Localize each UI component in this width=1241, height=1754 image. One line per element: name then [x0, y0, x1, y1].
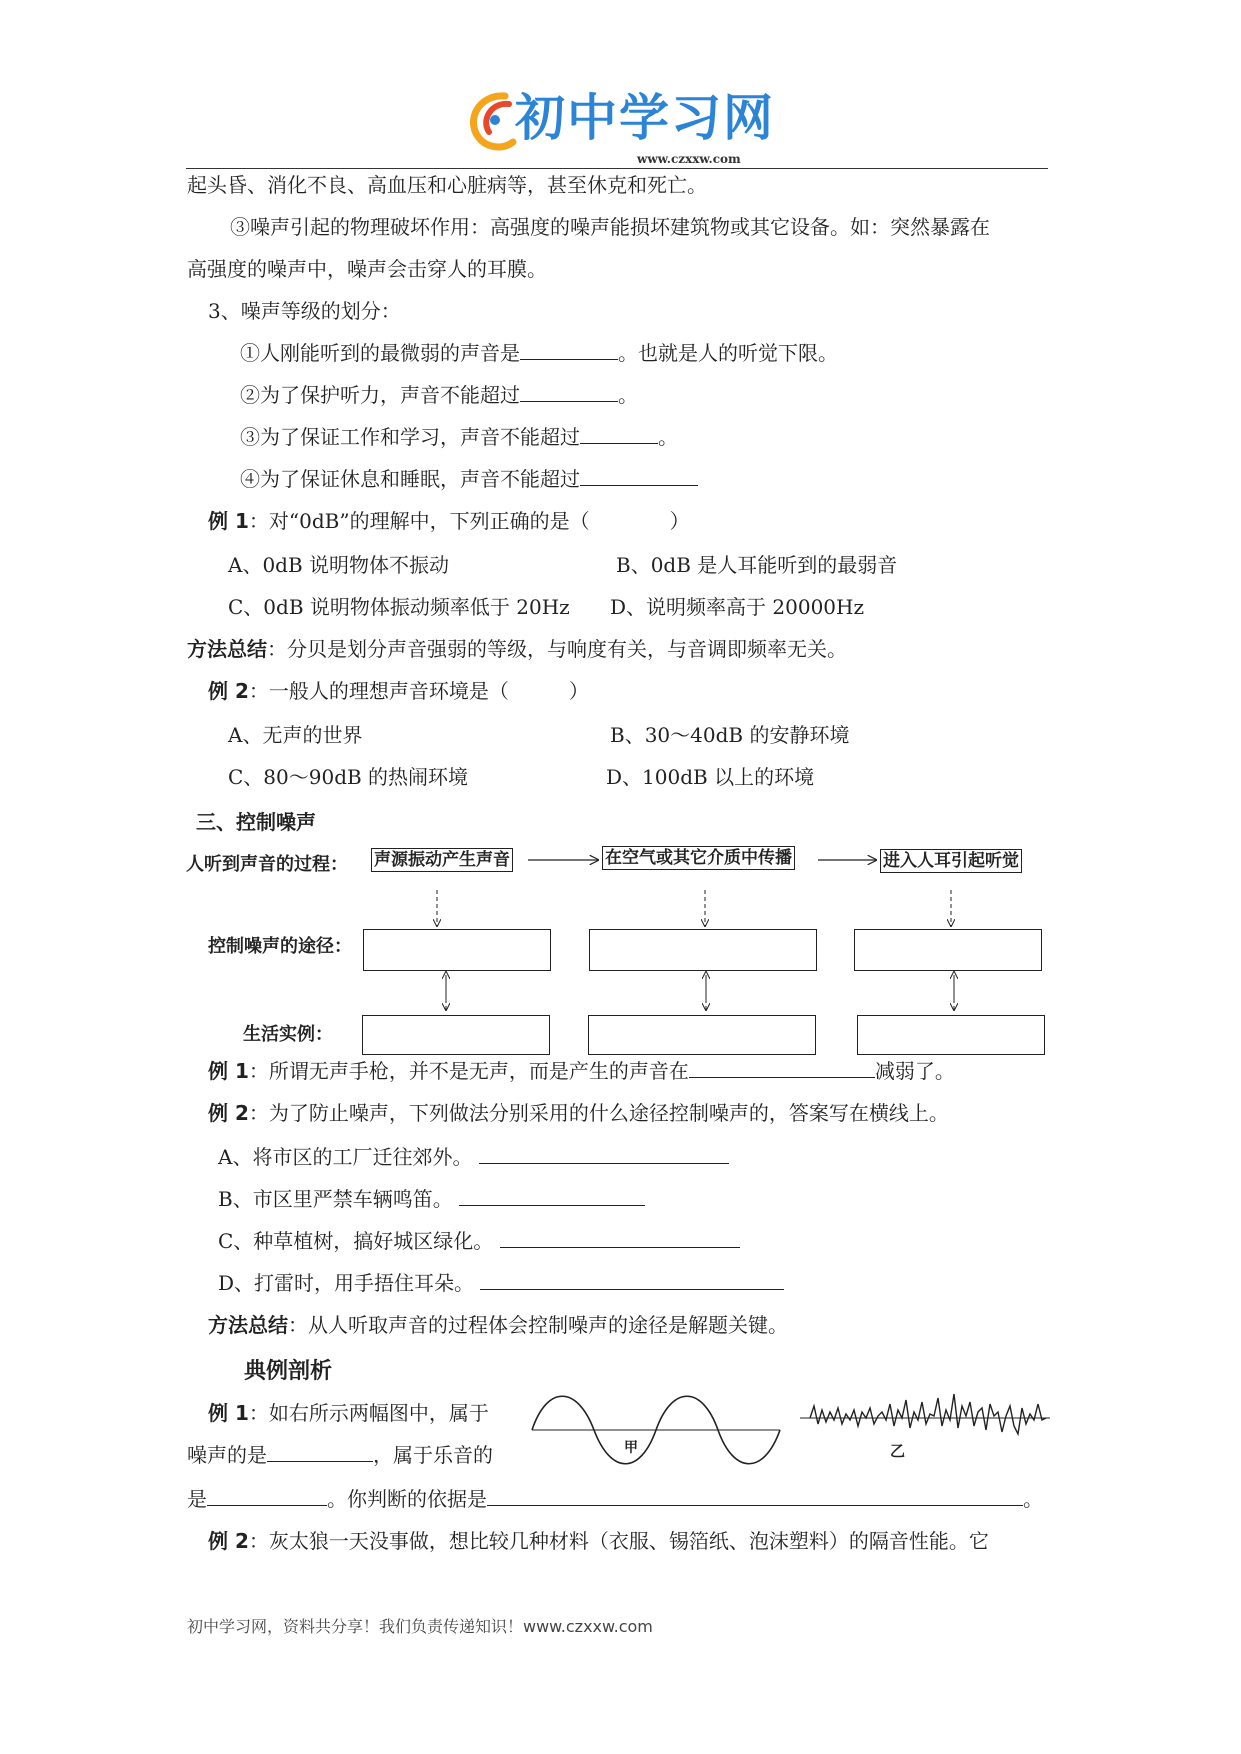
- text-line-1: 起头昏、消化不良、高血压和心脏病等，甚至休克和死亡。: [187, 173, 707, 197]
- typical-example-1-music: ，属于乐音的: [373, 1443, 493, 1467]
- level-item-4: [240, 466, 698, 492]
- level-item-1-tail: 。也就是人的听觉下限。: [618, 341, 838, 365]
- typical-example-2-label: 例 2: [208, 1529, 249, 1553]
- section-typical-examples: 典例剖析: [244, 1359, 333, 1384]
- text-line-2: ③噪声引起的物理破坏作用：高强度的噪声能损坏建筑物或其它设备。如：突然暴露在: [230, 215, 990, 239]
- blank-2[interactable]: [520, 383, 618, 402]
- level-item-2-tail: 。: [618, 383, 638, 407]
- control-example-2-b: [218, 1186, 645, 1212]
- level-item-2-text: ②为了保护听力，声音不能超过: [240, 383, 520, 407]
- blank-8[interactable]: [500, 1229, 740, 1248]
- level-item-3-text: ③为了保证工作和学习，声音不能超过: [240, 425, 580, 449]
- blank-3[interactable]: [580, 425, 658, 444]
- control-example-2-b-text: B、市区里严禁车辆鸣笛。: [218, 1187, 453, 1211]
- level-item-2: [240, 382, 638, 408]
- example-1-option-d[interactable]: D、说明频率高于 20000Hz: [610, 595, 864, 619]
- blank-9[interactable]: [480, 1271, 784, 1290]
- level-item-3-tail: 。: [658, 425, 678, 449]
- method-summary-2: [208, 1312, 788, 1338]
- control-example-1: [208, 1058, 955, 1084]
- example-2-option-a[interactable]: A、无声的世界: [228, 723, 363, 747]
- process-step-source: 声源振动产生声音: [371, 848, 513, 872]
- waveform-figure: [522, 1390, 1052, 1500]
- example-1: [208, 508, 690, 534]
- typical-example-2: [208, 1528, 989, 1554]
- level-item-4-text: ④为了保证休息和睡眠，声音不能超过: [240, 467, 580, 491]
- wave-b-label: 乙: [890, 1442, 906, 1460]
- level-item-3: [240, 424, 678, 450]
- blank-1[interactable]: [520, 341, 618, 360]
- wave-a-label: 甲: [624, 1440, 638, 1456]
- typical-example-1-noise: 噪声的是: [187, 1443, 267, 1467]
- logo-url: www.czxxw.com: [637, 152, 741, 166]
- control-example-2-d-text: D、打雷时，用手捂住耳朵。: [218, 1271, 475, 1295]
- process-step-propagation: 在空气或其它介质中传播: [602, 846, 795, 870]
- control-example-1-text: ：所谓无声手枪，并不是无声，而是产生的声音在: [248, 1059, 689, 1083]
- control-example-2-text: ：为了防止噪声，下列做法分别采用的什么途径控制噪声的，答案写在横线上。: [248, 1101, 949, 1125]
- example-2: [208, 678, 589, 704]
- wave-b-noise: [800, 1394, 1050, 1434]
- example-box-ear[interactable]: [857, 1015, 1045, 1055]
- control-example-2: [208, 1100, 949, 1126]
- typical-example-1-label: 例 1: [208, 1401, 249, 1425]
- level-item-1-text: ①人刚能听到的最微弱的声音是: [240, 341, 520, 365]
- page-footer: 初中学习网，资料共分享！我们负责传递知识！www.czxxw.com: [187, 1617, 653, 1636]
- typical-example-1-end: 。: [1023, 1487, 1043, 1511]
- wave-a-sine: [532, 1396, 780, 1464]
- blank-10[interactable]: [267, 1443, 373, 1462]
- control-example-2-c: [218, 1228, 740, 1254]
- diagram-row1-label: 人听到声音的过程：: [186, 854, 348, 875]
- typical-example-1-is: 是: [187, 1487, 207, 1511]
- method-summary-1: [187, 636, 847, 662]
- control-example-1-tail: 减弱了。: [874, 1059, 955, 1083]
- example-1-label: 例 1: [208, 509, 249, 533]
- control-example-2-c-text: C、种草植树，搞好城区绿化。: [218, 1229, 494, 1253]
- method-summary-1-text: ：分贝是划分声音强弱的等级，与响度有关，与音调即频率无关。: [267, 637, 847, 661]
- blank-5[interactable]: [689, 1059, 875, 1078]
- control-example-2-a: [218, 1144, 729, 1170]
- control-box-ear[interactable]: [854, 929, 1042, 971]
- example-1-text: ：对“0dB”的理解中，下列正确的是（ ）: [248, 509, 690, 533]
- control-example-2-a-text: A、将市区的工厂迁往郊外。: [218, 1145, 473, 1169]
- example-1-option-b[interactable]: B、0dB 是人耳能听到的最弱音: [616, 553, 898, 577]
- example-1-option-c[interactable]: C、0dB 说明物体振动频率低于 20Hz: [228, 595, 570, 619]
- process-step-ear: 进入人耳引起听觉: [880, 849, 1022, 873]
- header-logo: [465, 86, 775, 166]
- control-example-2-label: 例 2: [208, 1101, 249, 1125]
- control-example-1-label: 例 1: [208, 1059, 249, 1083]
- example-2-text: ：一般人的理想声音环境是（ ）: [248, 679, 589, 703]
- example-1-option-a[interactable]: A、0dB 说明物体不振动: [228, 553, 450, 577]
- example-2-option-d[interactable]: D、100dB 以上的环境: [606, 765, 815, 789]
- blank-6[interactable]: [479, 1145, 729, 1164]
- typical-example-1-basis: 。你判断的依据是: [327, 1487, 487, 1511]
- header-rule: [186, 168, 1048, 169]
- blank-7[interactable]: [459, 1187, 645, 1206]
- typical-example-1-line2: [187, 1442, 493, 1468]
- example-box-source[interactable]: [362, 1015, 550, 1055]
- control-box-propagation[interactable]: [589, 929, 817, 971]
- dashed-arrows-down: [437, 890, 951, 926]
- example-2-option-b[interactable]: B、30～40dB 的安静环境: [610, 723, 850, 747]
- dashed-arrows-updown: [446, 972, 954, 1010]
- section-control-noise: 三、控制噪声: [196, 810, 316, 834]
- method-summary-2-label: 方法总结: [208, 1313, 288, 1337]
- diagram-row2-label: 控制噪声的途径：: [208, 936, 352, 957]
- control-box-source[interactable]: [363, 929, 551, 971]
- diagram-row3-label: 生活实例：: [243, 1024, 333, 1045]
- typical-example-1-text: ：如右所示两幅图中，属于: [248, 1401, 489, 1425]
- example-2-label: 例 2: [208, 679, 249, 703]
- control-example-2-d: [218, 1270, 784, 1296]
- section-noise-levels: 3、噪声等级的划分：: [208, 299, 401, 323]
- example-box-propagation[interactable]: [588, 1015, 816, 1055]
- example-2-option-c[interactable]: C、80～90dB 的热闹环境: [228, 765, 469, 789]
- method-summary-1-label: 方法总结: [187, 637, 267, 661]
- method-summary-2-text: ：从人听取声音的过程体会控制噪声的途径是解题关键。: [288, 1313, 788, 1337]
- logo-text: 初中学习网: [515, 89, 775, 147]
- typical-example-1: [208, 1400, 489, 1426]
- text-line-3: 高强度的噪声中，噪声会击穿人的耳膜。: [187, 257, 547, 281]
- blank-4[interactable]: [580, 467, 698, 486]
- blank-11[interactable]: [207, 1487, 327, 1506]
- typical-example-2-text: ：灰太狼一天没事做，想比较几种材料（衣服、锡箔纸、泡沫塑料）的隔音性能。它: [248, 1529, 989, 1553]
- level-item-1: [240, 340, 838, 366]
